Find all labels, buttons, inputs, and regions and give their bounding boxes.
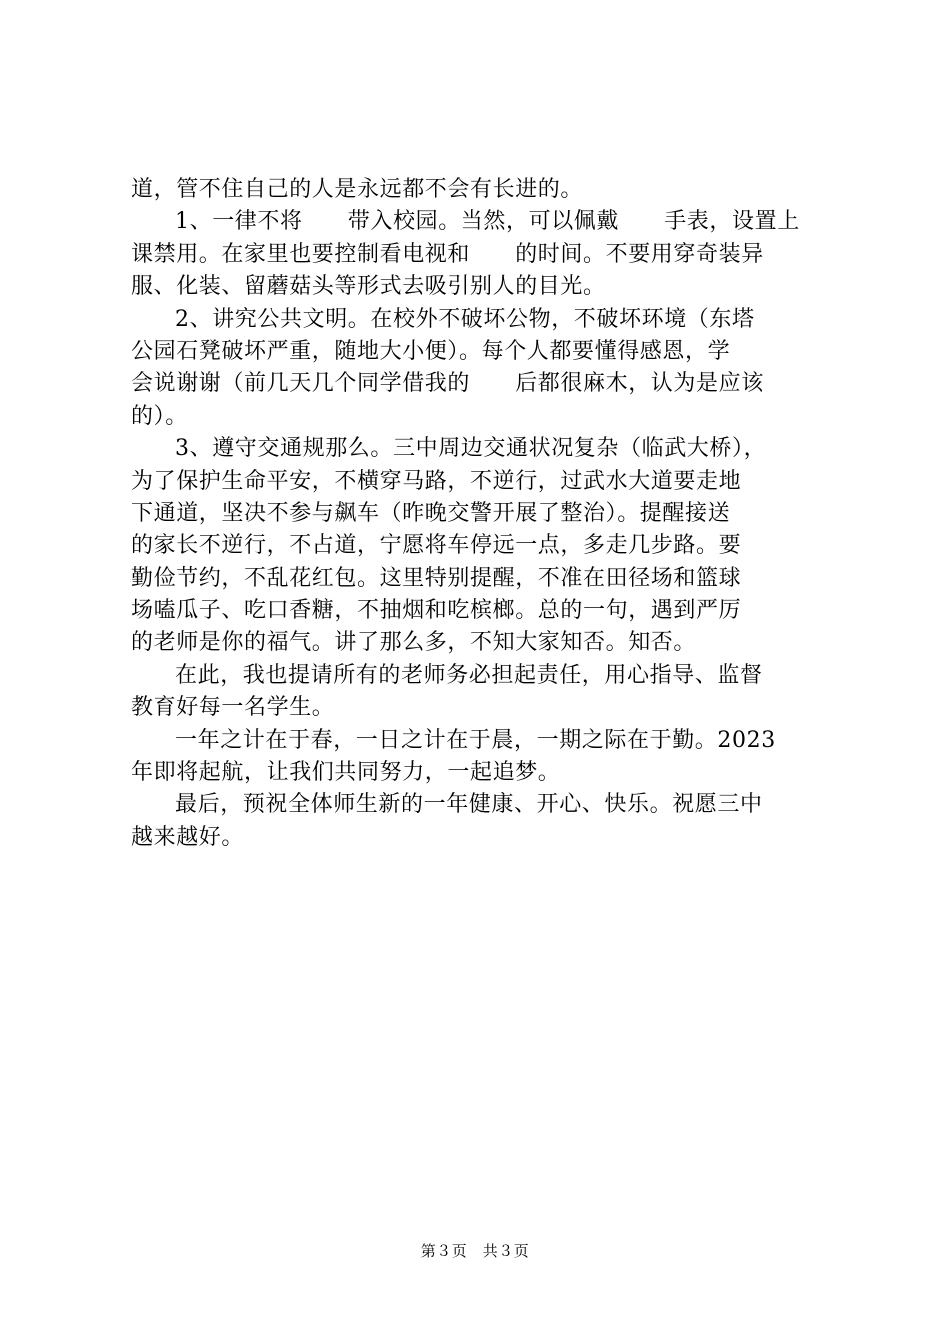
text-line: 1、一律不将 带入校园。当然，可以佩戴 手表，设置上 [175,209,800,235]
text-line: 年即将起航，让我们共同努力，一起追梦。 [131,760,561,786]
text-line: 勤俭节约，不乱花红包。这里特别提醒，不准在田径场和篮球 [131,565,742,591]
text-line: 的老师是你的福气。讲了那么多，不知大家知否。知否。 [131,630,697,656]
document-body [131,174,831,854]
text-line: 会说谢谢（前几天几个同学借我的 后都很麻木，认为是应该 [131,371,764,397]
text-line: 课禁用。在家里也要控制看电视和 的时间。不要用穿奇装异 [131,241,764,267]
text-line: 的）。 [131,403,188,429]
text-line: 一年之计在于春，一日之计在于晨，一期之际在于勤。2023 [175,727,776,753]
text-line: 2、讲究公共文明。在校外不破坏公物，不破坏环境（东塔 [175,306,755,332]
text-line: 最后，预祝全体师生新的一年健康、开心、快乐。祝愿三中 [175,792,763,818]
text-line: 为了保护生命平安，不横穿马路，不逆行，过武水大道要走地 [131,468,742,494]
text-line: 的家长不逆行，不占道，宁愿将车停远一点，多走几步路。要 [131,533,742,559]
text-line: 场嗑瓜子、吃口香糖，不抽烟和吃槟榔。总的一句，遇到严厉 [131,598,742,624]
text-line: 下通道，坚决不参与飙车（昨晚交警开展了整治）。提醒接送 [131,500,731,526]
text-line: 服、化装、留蘑菇头等形式去吸引别人的目光。 [131,274,606,300]
text-line: 在此，我也提请所有的老师务必担起责任，用心指导、监督 [175,662,763,688]
text-line: 公园石凳破坏严重，随地大小便）。每个人都要懂得感恩，学 [131,338,731,364]
text-line: 教育好每一名学生。 [131,695,335,721]
text-line: 越来越好。 [131,824,245,850]
text-line: 道，管不住自己的人是永远都不会有长进的。 [131,177,584,202]
text-line: 3、遵守交通规那么。三中周边交通状况复杂（临武大桥）， [175,436,767,462]
page-number-footer: 第３页 共３页 [420,1242,530,1260]
